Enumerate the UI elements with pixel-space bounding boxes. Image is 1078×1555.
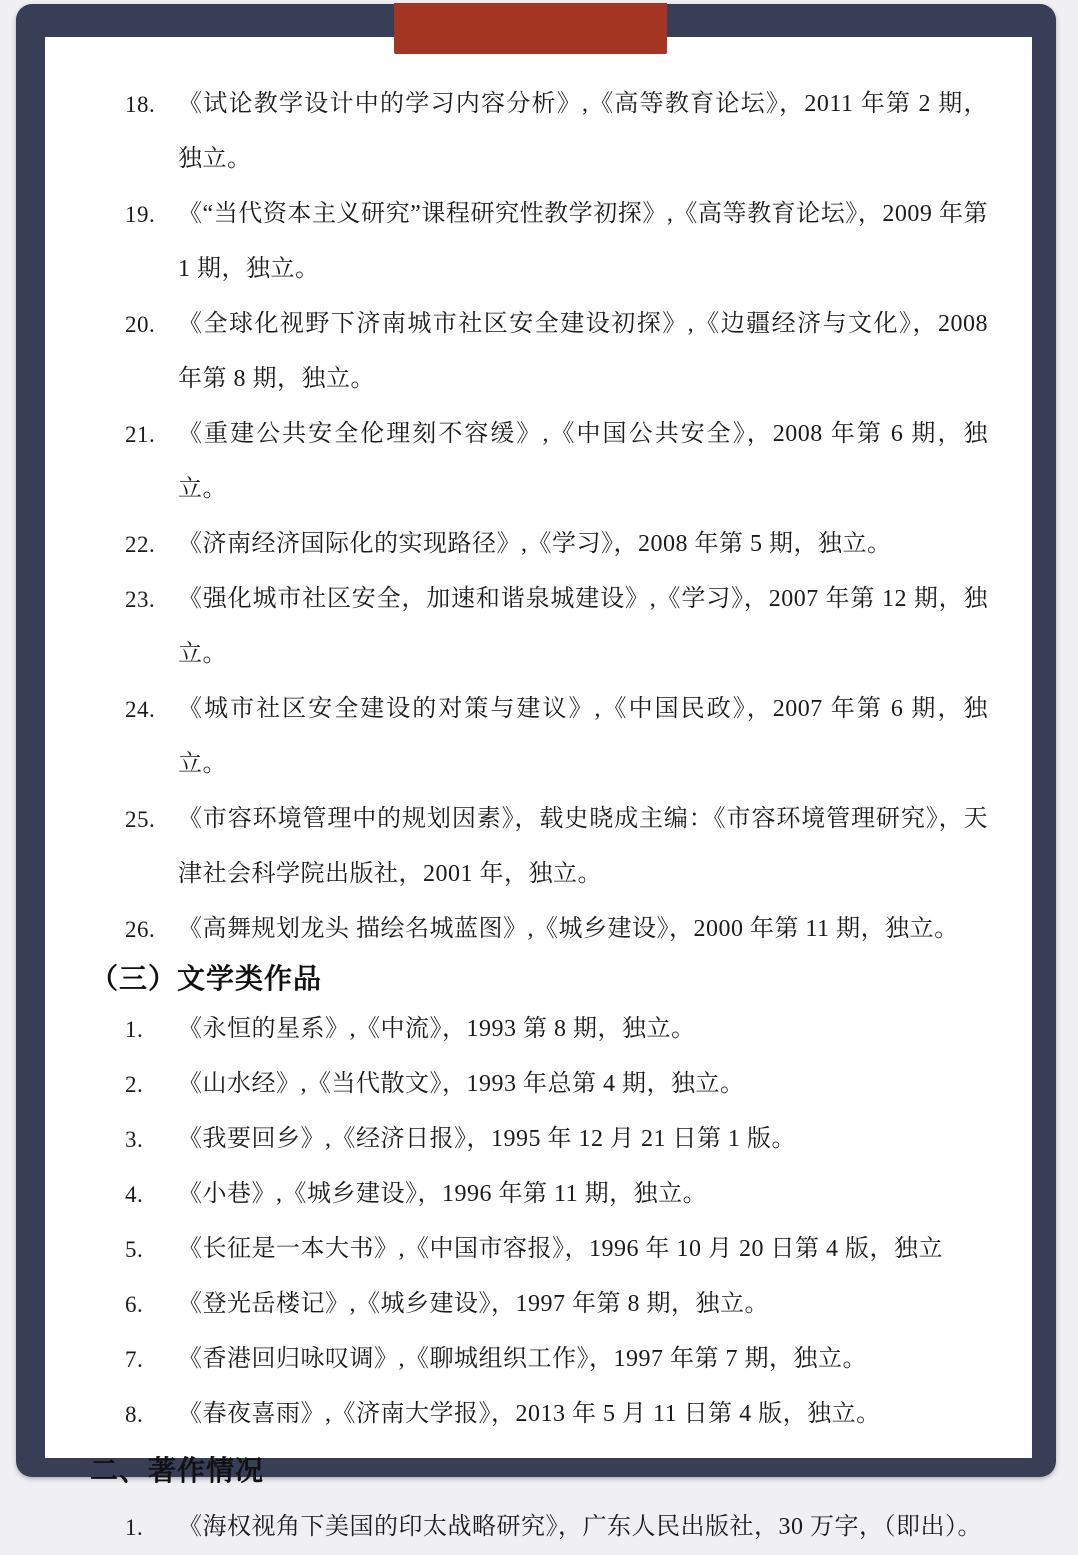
list-item	[45, 77, 1032, 187]
item-text: 《我要回乡》,《经济日报》，1995 年 12 月 21 日第 1 版。	[178, 1126, 796, 1152]
list-item	[45, 517, 1032, 572]
item-number: 19.	[125, 202, 156, 227]
item-number: 18.	[125, 92, 156, 117]
list-item	[45, 187, 1032, 297]
item-number: 21.	[125, 422, 156, 447]
document-frame	[16, 4, 1056, 1540]
item-text: 《济南经济国际化的实现路径》,《学习》，2008 年第 5 期，独立。	[178, 531, 892, 557]
item-number: 23.	[125, 587, 156, 612]
list-item	[45, 1002, 1032, 1057]
list-item	[45, 792, 1032, 902]
list-item	[45, 1112, 1032, 1167]
item-text: 《“当代资本主义研究”课程研究性教学初探》,《高等教育论坛》，2009 年第 1 期，独立。	[178, 201, 988, 282]
section-heading-books: 二、著作情况	[90, 1455, 265, 1486]
item-number: 20.	[125, 312, 156, 337]
list-item	[45, 1277, 1032, 1332]
list-item	[45, 407, 1032, 517]
item-number: 1.	[125, 1515, 144, 1540]
list-item	[45, 1500, 1032, 1555]
item-text: 《长征是一本大书》,《中国市容报》，1996 年 10 月 20 日第 4 版，独立	[178, 1236, 943, 1262]
item-text: 《高舞规划龙头 描绘名城蓝图》,《城乡建设》，2000 年第 11 期，独立。	[178, 916, 959, 942]
item-text: 《小巷》,《城乡建设》，1996 年第 11 期，独立。	[178, 1181, 708, 1207]
item-text: 《试论教学设计中的学习内容分析》,《高等教育论坛》，2011 年第 2 期，独立。	[178, 91, 988, 172]
item-text: 《重建公共安全伦理刻不容缓》,《中国公共安全》，2008 年第 6 期，独立。	[178, 421, 988, 502]
document-page	[45, 37, 1032, 1540]
item-number: 2.	[125, 1072, 144, 1097]
item-text: 《市容环境管理中的规划因素》，载史晓成主编：《市容环境管理研究》，天津社会科学院出版社，2001 年，独立。	[178, 806, 988, 887]
item-text: 《香港回归咏叹调》,《聊城组织工作》，1997 年第 7 期，独立。	[178, 1346, 867, 1372]
item-number: 7.	[125, 1347, 144, 1372]
document-content	[45, 37, 1032, 1555]
list-item	[45, 1167, 1032, 1222]
bookmark-tab	[394, 3, 667, 54]
item-number: 5.	[125, 1237, 144, 1262]
item-number: 22.	[125, 532, 156, 557]
item-text: 《永恒的星系》,《中流》，1993 第 8 期，独立。	[178, 1016, 696, 1042]
list-item	[45, 1057, 1032, 1112]
list-item	[45, 682, 1032, 792]
publication-list-academic	[45, 77, 1032, 957]
list-item	[45, 902, 1032, 957]
item-number: 24.	[125, 697, 156, 722]
item-text: 《海权视角下美国的印太战略研究》，广东人民出版社，30 万字，（即出）。	[178, 1514, 982, 1540]
item-number: 25.	[125, 807, 156, 832]
item-number: 8.	[125, 1402, 144, 1427]
publication-list-books	[45, 1500, 1032, 1555]
item-text: 《强化城市社区安全，加速和谐泉城建设》,《学习》，2007 年第 12 期，独立。	[178, 586, 988, 667]
list-item	[45, 1332, 1032, 1387]
item-number: 4.	[125, 1182, 144, 1207]
publication-list-literary	[45, 1002, 1032, 1442]
list-item	[45, 1222, 1032, 1277]
item-number: 3.	[125, 1127, 144, 1152]
item-text: 《登光岳楼记》,《城乡建设》，1997 年第 8 期，独立。	[178, 1291, 769, 1317]
item-number: 1.	[125, 1017, 144, 1042]
item-text: 《城市社区安全建设的对策与建议》,《中国民政》，2007 年第 6 期，独立。	[178, 696, 988, 777]
item-text: 《全球化视野下济南城市社区安全建设初探》,《边疆经济与文化》，2008 年第 8 期，独立。	[178, 311, 988, 392]
item-number: 6.	[125, 1292, 144, 1317]
list-item	[45, 297, 1032, 407]
item-number: 26.	[125, 917, 156, 942]
section-heading-literary-works: （三）文学类作品	[90, 963, 323, 994]
item-text: 《春夜喜雨》,《济南大学报》，2013 年 5 月 11 日第 4 版，独立。	[178, 1401, 881, 1427]
list-item	[45, 1387, 1032, 1442]
item-text: 《山水经》,《当代散文》，1993 年总第 4 期，独立。	[178, 1071, 745, 1097]
list-item	[45, 572, 1032, 682]
